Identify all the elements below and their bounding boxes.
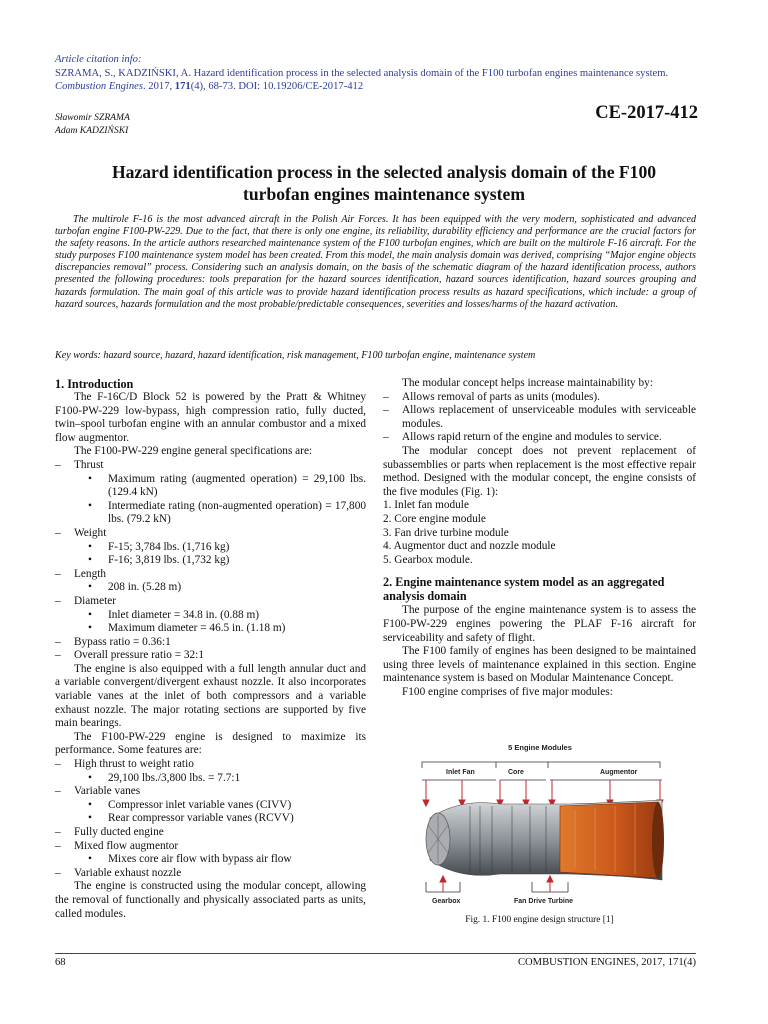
list-item: – Bypass ratio = 0.36:1 <box>55 636 366 650</box>
bullet-item: • Rear compressor variable vanes (RCVV) <box>76 812 366 826</box>
abstract: The multirole F-16 is the most advanced aircraft in the Polish Air Forces. It has been equipped with the very modern, sophisticated and advanced turbofan engine F100-PW-229. Due to the fact, that there is only one engine, its reliability, durability efficiency and performance are the crucial factors for the safety reasons. In the article authors researched maintenance system of the F100 turbofan engines, which are built on the multirole F-16 aircraft. For the study purposes F100 maintenance system model has been created. From this model, the main analysis domain was derived, comprising “Major engine objects discrepancies removal” process. Considering such an analysis domain, on the basis of the schematic diagram of the hazard identification process, authors presented the following procedures: tools preparation for the hazard sources identification, hazard sources identification, hazard sources grouping and hazards formulation. The main goal of this article was to provide hazard identification process results as hazard specifications, which include: a group of hazard sources, hazards formulation and the most probable/predictable consequences, severities and losses/harms of the hazard activation. <box>55 214 696 310</box>
footer-divider <box>55 953 696 954</box>
engine-diagram <box>400 740 680 910</box>
module-item: 4. Augmentor duct and nozzle module <box>383 540 556 553</box>
paragraph: The F-16C/D Block 52 is powered by the Pratt & Whitney F100-PW-229 low-bypass, high compression ratio, fully ducted, twin–spool turbofan engine with an annular combustor and a mixed flow augmentor. <box>55 391 366 444</box>
section-heading: 2. Engine maintenance system model as an aggregated analysis domain <box>383 575 665 604</box>
bullet-item: • Inlet diameter = 34.8 in. (0.88 m) <box>76 609 366 623</box>
list-item: – Length <box>55 568 366 582</box>
list-item: – Allows removal of parts as units (modules). <box>383 391 696 405</box>
list-item: – Weight <box>55 527 366 541</box>
author-name: Sławomir SZRAMA <box>55 112 130 123</box>
module-item: 1. Inlet fan module <box>383 499 469 512</box>
keywords: Key words: hazard source, hazard, hazard identification, risk management, F100 turbofan engine, maintenance system <box>55 350 536 361</box>
paragraph: The F100 family of engines has been designed to be maintained using three levels of maintenance explained in this section. Engine maintenance system is based on Modular Maintenance Concept. <box>383 645 696 685</box>
paragraph: The modular concept helps increase maintainability by: <box>402 377 653 389</box>
list-item: – Mixed flow augmentor <box>55 840 366 854</box>
module-item: 3. Fan drive turbine module <box>383 526 509 539</box>
gearbox-label: Gearbox <box>432 898 461 905</box>
bullet-item: • Mixes core air flow with bypass air flow <box>76 853 366 867</box>
citation-heading: Article citation info: <box>55 54 142 65</box>
core-label: Core <box>508 769 524 776</box>
citation-journal: Combustion Engines <box>55 81 143 93</box>
left-column <box>55 377 366 921</box>
module-item: 5. Gearbox module. <box>383 553 473 566</box>
bullet-item: • F-16; 3,819 lbs. (1,732 kg) <box>76 554 366 568</box>
bullet-item: • F-15; 3,784 lbs. (1,716 kg) <box>76 541 366 555</box>
citation-text <box>55 67 715 94</box>
fan-drive-turbine-label: Fan Drive Turbine <box>514 898 573 905</box>
list-item: – High thrust to weight ratio <box>55 758 366 772</box>
citation-line: SZRAMA, S., KADZIŃSKI, A. Hazard identification process in the selected analysis domain of the F100 turbofan engines maintenance system. <box>55 67 669 79</box>
engine-modules-figure <box>400 740 680 910</box>
inlet-fan-label: Inlet Fan <box>446 769 475 776</box>
citation-volume: 171 <box>174 81 191 93</box>
paper-code: CE-2017-412 <box>595 103 698 123</box>
citation-year: . 2017, <box>143 81 173 93</box>
paper-title: Hazard identification process in the selected analysis domain of the F100 turbofan engines maintenance system <box>111 162 657 204</box>
paragraph: The modular concept does not prevent replacement of subassemblies or parts when replacement is the most effective repair method. Designed with the modular concept, the engine consists of the five modules (Fig. 1): <box>383 444 696 498</box>
figure-caption: Fig. 1. F100 engine design structure [1] <box>465 915 614 925</box>
author-name: Adam KADZIŃSKI <box>55 125 129 136</box>
module-item: 2. Core engine module <box>383 512 486 525</box>
section-heading: 1. Introduction <box>55 377 134 391</box>
augmentor-label: Augmentor <box>600 769 638 776</box>
citation-issue-pages: (4), 68-73. DOI: 10.19206/CE-2017-412 <box>190 81 364 93</box>
list-item: – Diameter <box>55 595 366 609</box>
bullet-item: • Maximum rating (augmented operation) = 29,100 lbs. (129.4 kN) <box>76 473 366 500</box>
paragraph: F100 engine comprises of five major modules: <box>402 685 613 698</box>
figure-header: 5 Engine Modules <box>508 743 572 752</box>
augmentor-section <box>560 802 658 878</box>
bullet-item: • Maximum diameter = 46.5 in. (1.18 m) <box>76 622 366 636</box>
right-column <box>383 377 696 699</box>
bullet-item: • Compressor inlet variable vanes (CIVV) <box>76 799 366 813</box>
author-list <box>55 111 130 137</box>
list-item: – Thrust <box>55 459 366 473</box>
paragraph: The engine is also equipped with a full length annular duct and a variable convergent/divergent exhaust nozzle. It also incorporates variable vanes at the inlet of both compressors and a variable exhaust nozzle. The major rotating sections are supported by five main bearings. <box>55 662 366 730</box>
paragraph: The F100-PW-229 engine general specifications are: <box>74 445 313 458</box>
bullet-item: • 208 in. (5.28 m) <box>76 581 366 595</box>
page-number: 68 <box>55 957 66 968</box>
bullet-item: • 29,100 lbs./3,800 lbs. = 7.7:1 <box>76 772 366 786</box>
list-item: – Fully ducted engine <box>55 826 366 840</box>
journal-footer: COMBUSTION ENGINES, 2017, 171(4) <box>517 957 696 968</box>
list-item: – Variable exhaust nozzle <box>55 867 366 881</box>
list-item: – Overall pressure ratio = 32:1 <box>55 649 366 663</box>
paragraph: The F100-PW-229 engine is designed to maximize its performance. Some features are: <box>55 730 366 757</box>
paragraph: The purpose of the engine maintenance system is to assess the F100-PW-229 engines powering the PLAF F-16 aircraft for serviceability and safety of flight. <box>383 604 696 644</box>
paragraph: The engine is constructed using the modular concept, allowing the removal of functionally and physically associated parts as units, called modules. <box>55 880 366 920</box>
list-item: – Variable vanes <box>55 785 366 799</box>
bullet-item: • Intermediate rating (non-augmented operation) = 17,800 lbs. (79.2 kN) <box>76 500 366 527</box>
article-citation <box>55 53 715 94</box>
list-item: – Allows replacement of unserviceable modules with serviceable modules. <box>383 404 696 431</box>
list-item: – Allows rapid return of the engine and modules to service. <box>383 431 696 445</box>
